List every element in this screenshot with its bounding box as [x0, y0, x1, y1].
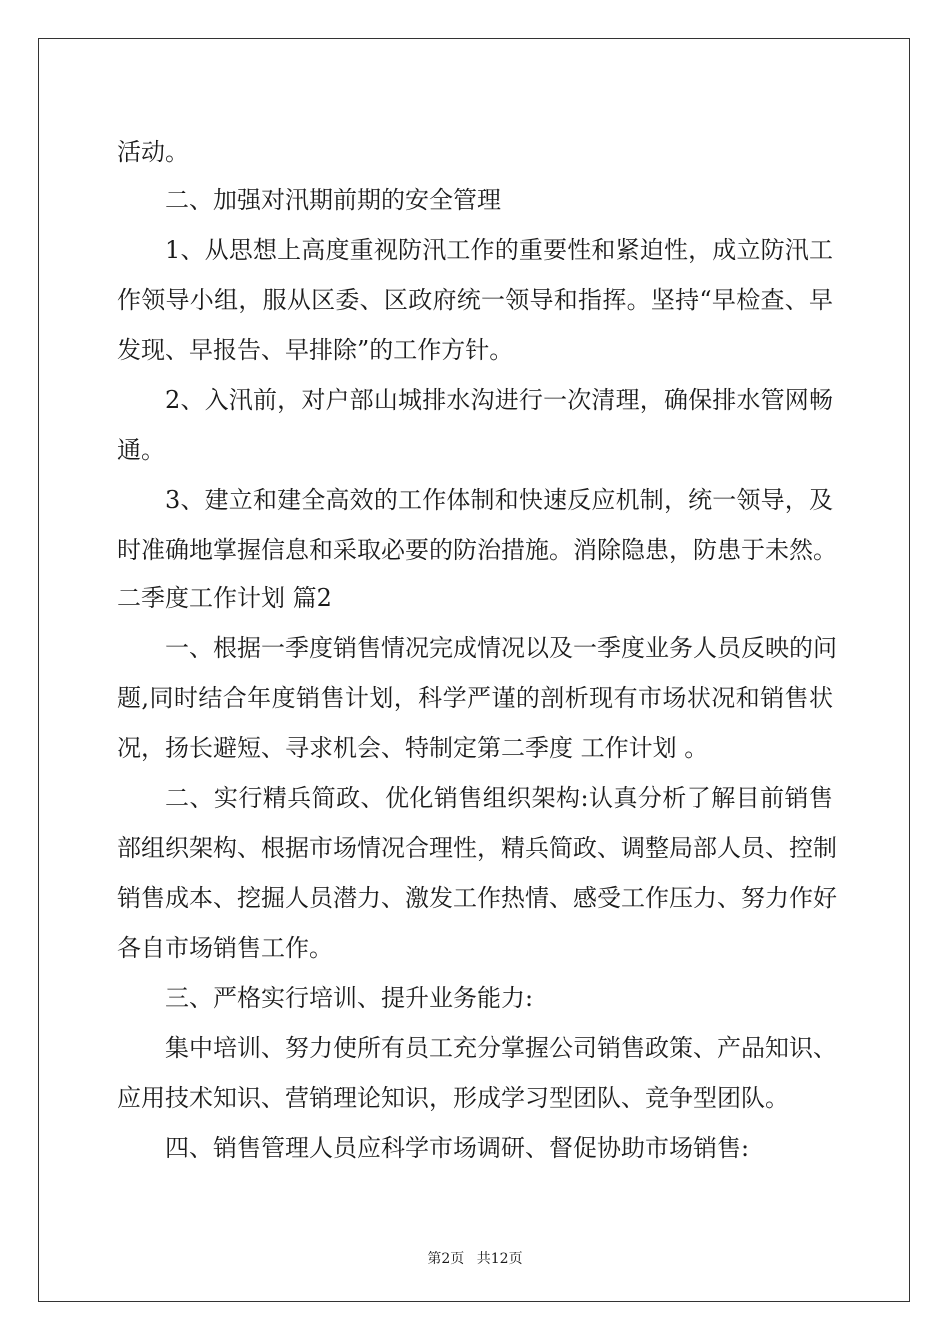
section-heading: 四、销售管理人员应科学市场调研、督促协助市场销售:	[165, 1134, 750, 1162]
section-heading: 二、加强对汛期前期的安全管理	[165, 186, 501, 214]
body-line: 通。	[117, 436, 165, 464]
section-heading: 三、严格实行培训、提升业务能力:	[165, 984, 534, 1012]
body-line: 作领导小组，服从区委、区政府统一领导和指挥。坚持“早检查、早	[117, 286, 833, 314]
body-line: 部组织架构、根据市场情况合理性，精兵简政、调整局部人员、控制	[117, 834, 837, 862]
body-line: 2、入汛前，对户部山城排水沟进行一次清理，确保排水管网畅	[165, 386, 833, 414]
body-line: 销售成本、挖掘人员潜力、激发工作热情、感受工作压力、努力作好	[117, 884, 837, 912]
body-line: 1、从思想上高度重视防汛工作的重要性和紧迫性，成立防汛工	[165, 236, 833, 264]
body-line: 应用技术知识、营销理论知识，形成学习型团队、竞争型团队。	[117, 1084, 789, 1112]
body-line: 一、根据一季度销售情况完成情况以及一季度业务人员反映的问	[165, 634, 837, 662]
body-line: 集中培训、努力使所有员工充分掌握公司销售政策、产品知识、	[165, 1034, 837, 1062]
page-footer	[0, 1248, 950, 1268]
body-line: 题,同时结合年度销售计划，科学严谨的剖析现有市场状况和销售状	[117, 684, 833, 712]
document-title: 二季度工作计划 篇2	[117, 584, 332, 612]
body-line: 时准确地掌握信息和采取必要的防治措施。消除隐患，防患于未然。	[117, 536, 837, 564]
body-line: 活动。	[117, 138, 189, 166]
page-number: 第2页	[427, 1251, 465, 1267]
body-line: 况，扬长避短、寻求机会、特制定第二季度 工作计划 。	[117, 734, 709, 762]
body-line: 发现、早报告、早排除”的工作方针。	[117, 336, 514, 364]
body-line: 二、实行精兵简政、优化销售组织架构:认真分析了解目前销售	[165, 784, 833, 812]
page-total: 共12页	[476, 1251, 523, 1267]
body-line: 各自市场销售工作。	[117, 934, 333, 962]
body-line: 3、建立和建全高效的工作体制和快速反应机制，统一领导，及	[165, 486, 833, 514]
